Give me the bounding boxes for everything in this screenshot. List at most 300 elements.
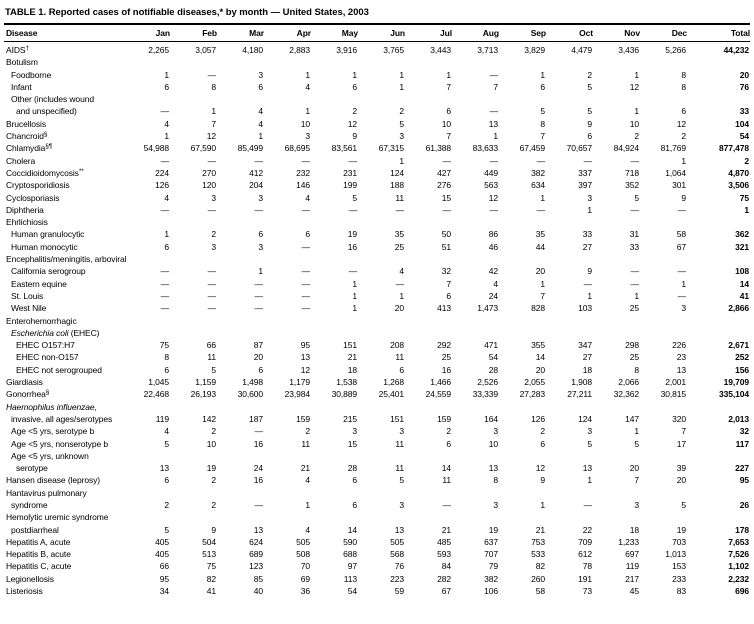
month-value-cell: 3,057 (195, 45, 216, 55)
month-value-cell: 16 (347, 241, 357, 252)
table-row (4, 413, 750, 425)
month-value-cell: 1 (164, 229, 169, 240)
table-row (4, 228, 750, 240)
month-value-cell: 1 (164, 69, 169, 80)
month-value-cell: 5 (164, 438, 169, 449)
month-value-cell: 5,266 (665, 45, 686, 55)
month-value-cell: 95 (300, 340, 310, 351)
total-value-cell: 7,653 (728, 536, 749, 547)
month-value-cell: 75 (206, 561, 216, 572)
column-header-may: May (311, 24, 358, 42)
total-value-cell: 2,013 (728, 413, 749, 424)
month-value-cell: 352 (625, 180, 639, 191)
month-value-cell: 513 (202, 549, 216, 560)
month-value-cell: 151 (390, 413, 404, 424)
month-value-cell: 624 (249, 536, 263, 547)
month-value-cell: 66 (206, 340, 216, 351)
disease-label-cell: Hemolytic uremic syndrome (6, 512, 109, 523)
month-value-cell: 568 (390, 549, 404, 560)
month-value-cell: 1 (681, 155, 686, 166)
month-value-cell: 124 (390, 167, 404, 178)
month-value-cell: 23 (676, 352, 686, 363)
month-value-cell: — (442, 155, 451, 166)
month-value-cell: 2,066 (618, 377, 639, 388)
month-value-cell: 40 (253, 586, 263, 597)
month-value-cell: 11 (395, 352, 404, 363)
column-header-aug: Aug (452, 24, 499, 42)
month-value-cell: 83,633 (472, 143, 498, 154)
month-value-cell: 58 (535, 586, 545, 597)
disease-label-cell: Brucellosis (6, 118, 46, 129)
month-value-cell: 36 (300, 586, 310, 597)
month-value-cell: 5 (587, 106, 592, 117)
month-value-cell: 689 (249, 549, 263, 560)
month-value-cell: 35 (535, 229, 545, 240)
month-value-cell: — (442, 499, 451, 510)
month-value-cell: 6 (164, 241, 169, 252)
month-value-cell: 79 (488, 561, 498, 572)
month-value-cell: 19 (676, 524, 686, 535)
month-value-cell: — (254, 303, 263, 314)
month-value-cell: 634 (531, 180, 545, 191)
month-value-cell: 27 (582, 352, 592, 363)
total-value-cell: 26 (739, 499, 749, 510)
month-value-cell: 9 (352, 131, 357, 142)
month-value-cell: 95 (159, 573, 169, 584)
month-value-cell: 68,695 (284, 143, 310, 154)
month-value-cell: 217 (625, 573, 639, 584)
month-value-cell: 16 (441, 364, 451, 375)
table-row (4, 524, 750, 536)
month-value-cell: 10 (488, 438, 498, 449)
month-value-cell: 10 (206, 438, 216, 449)
month-value-cell: 120 (202, 180, 216, 191)
month-value-cell: 6 (164, 475, 169, 486)
disease-label-cell: Hansen disease (leprosy) (6, 475, 100, 486)
disease-label-cell: Chancroid§ (6, 131, 48, 142)
disease-label-cell: Haemophilus influenzae, (6, 401, 97, 412)
table-row (4, 93, 750, 105)
table-row (4, 388, 750, 400)
month-value-cell: 3 (493, 499, 498, 510)
month-value-cell: 85 (253, 573, 263, 584)
month-value-cell: 21 (535, 524, 545, 535)
total-value-cell: 44,232 (723, 45, 749, 55)
month-value-cell: 3 (399, 499, 404, 510)
disease-label-cell: Giardiasis (6, 377, 43, 388)
month-value-cell: 3,829 (524, 45, 545, 55)
month-value-cell: 24 (253, 463, 263, 474)
month-value-cell: 1 (258, 131, 263, 142)
month-value-cell: 1,908 (571, 377, 592, 388)
month-value-cell: 405 (155, 536, 169, 547)
month-value-cell: 11 (395, 438, 404, 449)
month-value-cell: 33,339 (472, 389, 498, 400)
month-value-cell: 11 (395, 463, 404, 474)
month-value-cell: 637 (484, 536, 498, 547)
month-value-cell: 30,815 (660, 389, 686, 400)
table-row (4, 487, 750, 499)
month-value-cell: 25,401 (378, 389, 404, 400)
month-value-cell: 1 (446, 69, 451, 80)
disease-label-cell: Cyclosporiasis (6, 192, 60, 203)
month-value-cell: 1 (164, 131, 169, 142)
disease-label-cell: Enterohemorrhagic (6, 315, 77, 326)
month-value-cell: 505 (390, 536, 404, 547)
total-value-cell: 14 (739, 278, 749, 289)
total-value-cell: 33 (739, 106, 749, 117)
month-value-cell: 2,265 (148, 45, 169, 55)
disease-label-cell: postdiarrheal (11, 524, 59, 535)
month-value-cell: 76 (394, 561, 404, 572)
month-value-cell: 412 (249, 167, 263, 178)
month-value-cell: 199 (343, 180, 357, 191)
month-value-cell: 153 (672, 561, 686, 572)
month-value-cell: 6 (587, 131, 592, 142)
month-value-cell: 82 (535, 561, 545, 572)
month-value-cell: 1,268 (383, 377, 404, 388)
month-value-cell: — (677, 266, 686, 277)
empty-cell (123, 401, 750, 413)
month-value-cell: 33 (582, 229, 592, 240)
month-value-cell: 113 (343, 573, 357, 584)
month-value-cell: 1 (305, 499, 310, 510)
month-value-cell: 25 (629, 303, 639, 314)
month-value-cell: 427 (437, 167, 451, 178)
month-value-cell: 13 (488, 118, 498, 129)
month-value-cell: 1 (634, 106, 639, 117)
month-value-cell: 413 (437, 303, 451, 314)
month-value-cell: 20 (253, 352, 263, 363)
column-header-jun: Jun (358, 24, 405, 42)
month-value-cell: 25 (441, 352, 451, 363)
month-value-cell: 1 (399, 155, 404, 166)
empty-cell (123, 327, 750, 339)
month-value-cell: 6 (446, 438, 451, 449)
month-value-cell: — (348, 266, 357, 277)
month-value-cell: — (254, 278, 263, 289)
month-value-cell: 13 (159, 463, 169, 474)
month-value-cell: — (160, 266, 169, 277)
month-value-cell: 44 (535, 241, 545, 252)
month-value-cell: 30,889 (331, 389, 357, 400)
table-row (4, 315, 750, 327)
month-value-cell: 1 (540, 499, 545, 510)
month-value-cell: 12 (206, 131, 216, 142)
month-value-cell: 3 (634, 499, 639, 510)
month-value-cell: 3 (305, 131, 310, 142)
month-value-cell: 188 (390, 180, 404, 191)
month-value-cell: 6 (352, 475, 357, 486)
month-value-cell: 1 (587, 475, 592, 486)
month-value-cell: 1 (352, 278, 357, 289)
month-value-cell: — (489, 106, 498, 117)
empty-cell (123, 487, 750, 499)
disease-label-cell: serotype (16, 463, 48, 474)
table-row (4, 265, 750, 277)
month-value-cell: 3,916 (336, 45, 357, 55)
month-value-cell: 3 (493, 426, 498, 437)
disease-label-cell: EHEC non-O157 (16, 352, 79, 363)
month-value-cell: — (160, 204, 169, 215)
disease-label-cell: Other (includes wound (11, 94, 94, 105)
table-row (4, 376, 750, 388)
month-value-cell: 13 (582, 463, 592, 474)
month-value-cell: 1 (352, 69, 357, 80)
month-value-cell: 226 (672, 340, 686, 351)
total-value-cell: 252 (735, 352, 749, 363)
month-value-cell: 54 (347, 586, 357, 597)
month-value-cell: 233 (672, 573, 686, 584)
month-value-cell: 4 (164, 192, 169, 203)
month-value-cell: 593 (437, 549, 451, 560)
table-row (4, 142, 750, 154)
month-value-cell: 3 (352, 426, 357, 437)
month-value-cell: 276 (437, 180, 451, 191)
month-value-cell: 14 (441, 463, 451, 474)
month-value-cell: 1 (587, 290, 592, 301)
month-value-cell: 30,600 (237, 389, 263, 400)
month-value-cell: 31 (629, 229, 639, 240)
month-value-cell: — (254, 499, 263, 510)
month-value-cell: 11 (442, 475, 451, 486)
month-value-cell: 4 (258, 106, 263, 117)
disease-label-cell: Foodborne (11, 69, 52, 80)
month-value-cell: 12 (676, 118, 686, 129)
month-value-cell: 24,559 (425, 389, 451, 400)
month-value-cell: 34 (159, 586, 169, 597)
empty-cell (123, 56, 750, 68)
month-value-cell: — (254, 204, 263, 215)
table-row (4, 401, 750, 413)
month-value-cell: 1 (399, 69, 404, 80)
month-value-cell: 6 (446, 106, 451, 117)
month-value-cell: 4 (305, 524, 310, 535)
month-value-cell: 13 (676, 364, 686, 375)
month-value-cell: 355 (531, 340, 545, 351)
month-value-cell: 4 (305, 192, 310, 203)
disease-label-cell: West Nile (11, 303, 47, 314)
month-value-cell: 6 (164, 364, 169, 375)
month-value-cell: 1,473 (477, 303, 498, 314)
column-header-feb: Feb (170, 24, 217, 42)
month-value-cell: 3 (211, 241, 216, 252)
footnote-marker: § (45, 389, 50, 397)
disease-label-cell: Human monocytic (11, 241, 78, 252)
month-value-cell: 563 (484, 180, 498, 191)
month-value-cell: — (301, 278, 310, 289)
month-value-cell: 8 (681, 81, 686, 92)
month-value-cell: — (677, 204, 686, 215)
month-value-cell: 232 (296, 167, 310, 178)
table-row (4, 42, 750, 57)
disease-label-cell: Diphtheria (6, 204, 44, 215)
month-value-cell: 13 (394, 524, 404, 535)
table-row (4, 155, 750, 167)
table-row (4, 364, 750, 376)
month-value-cell: 22,468 (143, 389, 169, 400)
table-row (4, 118, 750, 130)
month-value-cell: 1 (634, 290, 639, 301)
month-value-cell: — (348, 204, 357, 215)
month-value-cell: 1 (399, 290, 404, 301)
month-value-cell: 67,315 (378, 143, 404, 154)
table-row (4, 56, 750, 68)
month-value-cell: 5 (399, 118, 404, 129)
disease-label-cell: Botulism (6, 57, 38, 68)
month-value-cell: 7 (540, 131, 545, 142)
month-value-cell: 8 (540, 118, 545, 129)
month-value-cell: 405 (155, 549, 169, 560)
disease-label-cell: AIDS† (6, 45, 29, 55)
month-value-cell: 5 (587, 81, 592, 92)
disease-label-cell: Coccidioidomycosis** (6, 167, 84, 178)
total-value-cell: 54 (739, 131, 749, 142)
month-value-cell: — (254, 155, 263, 166)
month-value-cell: — (348, 155, 357, 166)
table-body (4, 42, 750, 598)
month-value-cell: 21 (441, 524, 451, 535)
month-value-cell: 1 (211, 106, 216, 117)
month-value-cell: 20 (535, 266, 545, 277)
month-value-cell: 2 (211, 229, 216, 240)
month-value-cell: 58 (676, 229, 686, 240)
month-value-cell: 2 (305, 426, 310, 437)
disease-label-cell: EHEC not serogrouped (16, 364, 102, 375)
month-value-cell: 3 (681, 303, 686, 314)
month-value-cell: 2 (164, 499, 169, 510)
total-value-cell: 227 (735, 463, 749, 474)
month-value-cell: 21 (300, 463, 310, 474)
month-value-cell: 6 (258, 364, 263, 375)
month-value-cell: 9 (681, 192, 686, 203)
month-value-cell: 3 (587, 426, 592, 437)
column-header-jan: Jan (123, 24, 170, 42)
month-value-cell: 1 (352, 290, 357, 301)
month-value-cell: — (207, 204, 216, 215)
month-value-cell: 146 (296, 180, 310, 191)
table-row (4, 241, 750, 253)
disease-label-cell: Human granulocytic (11, 229, 85, 240)
month-value-cell: 2 (211, 499, 216, 510)
month-value-cell: 2,883 (289, 45, 310, 55)
month-value-cell: — (301, 266, 310, 277)
month-value-cell: 20 (535, 364, 545, 375)
month-value-cell: 4,479 (571, 45, 592, 55)
month-value-cell: 3,765 (383, 45, 404, 55)
notifiable-diseases-table (4, 23, 750, 597)
month-value-cell: 103 (578, 303, 592, 314)
month-value-cell: 4 (164, 426, 169, 437)
disease-label-cell: Hepatitis C, acute (6, 561, 72, 572)
month-value-cell: 106 (484, 586, 498, 597)
month-value-cell: 3 (587, 192, 592, 203)
month-value-cell: 119 (155, 413, 169, 424)
total-value-cell: 362 (735, 229, 749, 240)
month-value-cell: 126 (155, 180, 169, 191)
month-value-cell: 1,498 (242, 377, 263, 388)
month-value-cell: 1 (493, 131, 498, 142)
table-row (4, 511, 750, 523)
total-value-cell: 108 (735, 266, 749, 277)
total-value-cell: 76 (739, 81, 749, 92)
total-value-cell: 3,506 (728, 180, 749, 191)
disease-label-cell: Encephalitis/meningitis, arboviral (6, 254, 127, 265)
disease-label-cell: Hepatitis B, acute (6, 549, 71, 560)
month-value-cell: 18 (629, 524, 639, 535)
total-value-cell: 2,671 (728, 340, 749, 351)
column-header-sep: Sep (499, 24, 546, 42)
empty-cell (123, 216, 750, 228)
month-value-cell: 5 (634, 192, 639, 203)
month-value-cell: 703 (672, 536, 686, 547)
month-value-cell: 1,466 (430, 377, 451, 388)
month-value-cell: — (395, 204, 404, 215)
month-value-cell: — (160, 278, 169, 289)
month-value-cell: 126 (531, 413, 545, 424)
month-value-cell: 4 (305, 475, 310, 486)
total-value-cell: 32 (739, 426, 749, 437)
table-row (4, 536, 750, 548)
disease-name-italic: Escherichia coli (11, 327, 69, 338)
month-value-cell: 51 (441, 241, 451, 252)
month-value-cell: — (160, 106, 169, 117)
disease-label-cell: Cryptosporidiosis (6, 180, 70, 191)
disease-label-cell: Cholera (6, 155, 36, 166)
month-value-cell: 12 (535, 463, 545, 474)
disease-label-cell: Listeriosis (6, 586, 43, 597)
month-value-cell: 69 (300, 573, 310, 584)
month-value-cell: 28 (347, 463, 357, 474)
month-value-cell: 70 (300, 561, 310, 572)
month-value-cell: — (677, 290, 686, 301)
table-row (4, 278, 750, 290)
month-value-cell: 12 (347, 118, 357, 129)
month-value-cell: — (536, 204, 545, 215)
month-value-cell: 119 (625, 561, 639, 572)
total-value-cell: 877,478 (718, 143, 749, 154)
month-value-cell: 718 (625, 167, 639, 178)
month-value-cell: 23,984 (284, 389, 310, 400)
month-value-cell: 3 (258, 241, 263, 252)
month-value-cell: 7 (211, 118, 216, 129)
month-value-cell: 7 (634, 475, 639, 486)
total-value-cell: 2,866 (728, 303, 749, 314)
month-value-cell: 13 (300, 352, 310, 363)
month-value-cell: 10 (441, 118, 451, 129)
month-value-cell: 78 (582, 561, 592, 572)
month-value-cell: 11 (301, 438, 310, 449)
disease-label-cell: Hepatitis A, acute (6, 536, 71, 547)
month-value-cell: 16 (253, 438, 263, 449)
month-value-cell: 397 (578, 180, 592, 191)
month-value-cell: 67 (441, 586, 451, 597)
month-value-cell: 87 (253, 340, 263, 351)
month-value-cell: 39 (676, 463, 686, 474)
month-value-cell: 159 (437, 413, 451, 424)
month-value-cell: 27,283 (519, 389, 545, 400)
disease-label-cell: Infant (11, 81, 32, 92)
month-value-cell: 46 (488, 241, 498, 252)
month-value-cell: 1,233 (618, 536, 639, 547)
total-value-cell: 4,870 (728, 167, 749, 178)
table-row (4, 462, 750, 474)
table-row (4, 438, 750, 450)
month-value-cell: 7 (493, 81, 498, 92)
month-value-cell: — (301, 241, 310, 252)
month-value-cell: 61,388 (425, 143, 451, 154)
month-value-cell: — (160, 290, 169, 301)
